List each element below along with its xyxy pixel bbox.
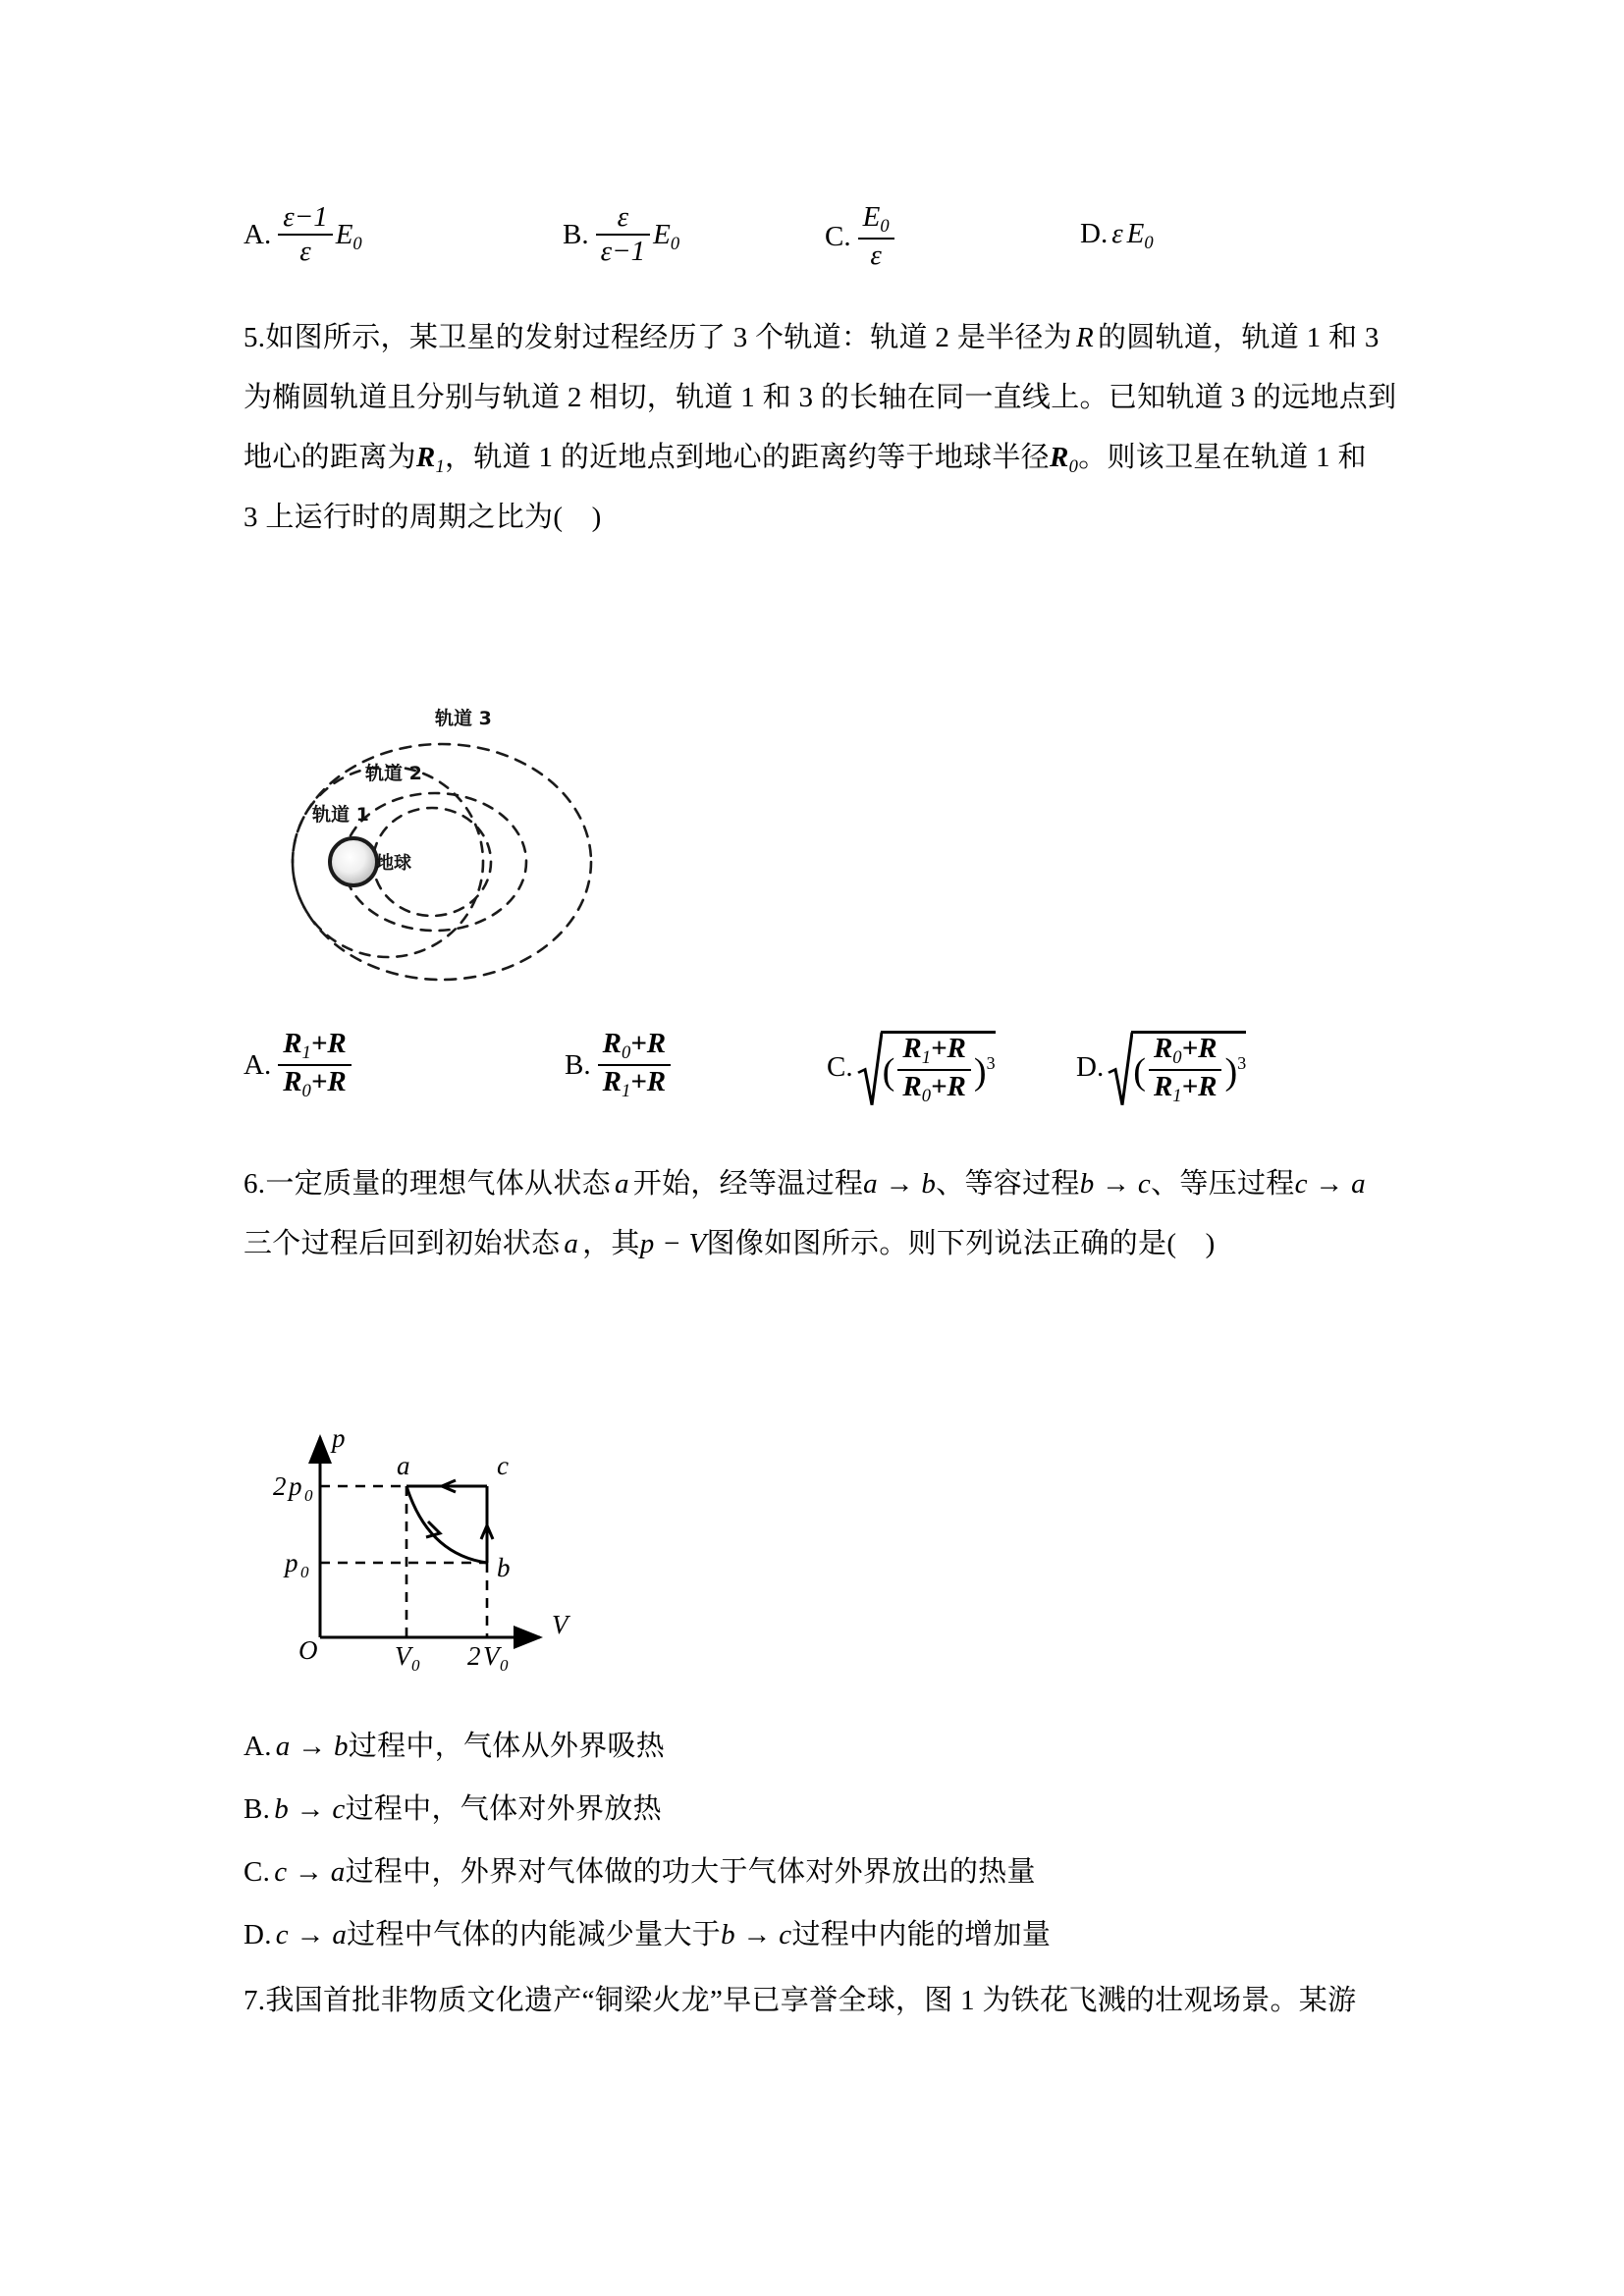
- denominator-symbol: R: [1153, 1070, 1173, 1102]
- fraction-numerator: [858, 202, 894, 240]
- svg-text:2: 2: [273, 1471, 287, 1501]
- fraction-denominator: ε: [299, 236, 311, 268]
- q5-option-c[interactable]: [827, 1031, 996, 1108]
- q6-option-d-process-1: c → a: [275, 1919, 348, 1950]
- pv-point-b-label: b: [497, 1553, 511, 1582]
- q6-option-d-process-2: b → c: [721, 1919, 792, 1950]
- q4-option-b-tail: E: [653, 218, 671, 250]
- q4-option-b-fraction: [596, 202, 651, 268]
- q5-option-c-power: 3: [986, 1052, 996, 1073]
- fraction-denominator: ε−1: [600, 236, 646, 268]
- fraction-denominator: [598, 1066, 672, 1101]
- fraction-numerator: [1149, 1034, 1222, 1071]
- q6-line2-part3: 图像如图所示。则下列说法正确的是( ): [706, 1228, 1216, 1259]
- q4-option-c-fraction: [858, 202, 894, 271]
- right-paren: ): [973, 1050, 987, 1093]
- q5-option-b-fraction: [598, 1029, 672, 1101]
- denominator-tail: +R: [310, 1065, 347, 1097]
- q6-option-d-text-1: 过程中气体的内能减少量大于: [347, 1919, 722, 1950]
- numerator-symbol: R: [902, 1033, 922, 1064]
- process-a-to-b: [406, 1486, 487, 1563]
- numerator-symbol: R: [1153, 1033, 1173, 1064]
- right-paren: ): [1224, 1050, 1238, 1093]
- q6-text-line-2: [244, 1230, 1402, 1258]
- pv-point-c-label: c: [497, 1451, 509, 1480]
- q5-line3-part3: 。则该卫星在轨道 1 和: [1078, 442, 1367, 473]
- q5-option-a-fraction: [278, 1029, 352, 1101]
- q5-option-b[interactable]: [565, 1028, 674, 1103]
- q6-option-d-label: D.: [244, 1919, 272, 1950]
- q5-line3-part1: 地心的距离为: [244, 442, 416, 473]
- radical-hook: [857, 1031, 883, 1108]
- pv-ytick-p0: [283, 1548, 309, 1581]
- q5-option-c-fraction: [897, 1034, 971, 1106]
- numerator-subscript: 1: [921, 1046, 931, 1068]
- fraction-numerator: ε−1: [278, 202, 333, 236]
- q5-text-line-1: [244, 324, 1402, 352]
- q5-option-c-radical: [857, 1031, 996, 1108]
- pv-point-a-label: a: [397, 1451, 410, 1480]
- fraction-numerator: ε: [596, 202, 651, 236]
- numerator-tail: +R: [310, 1028, 347, 1059]
- q6-line1-process-ca: c → a: [1294, 1168, 1366, 1200]
- q6-option-a-text: 过程中，气体从外界吸热: [348, 1731, 666, 1762]
- numerator-subscript: 1: [301, 1041, 311, 1063]
- q6-option-c-label: C.: [244, 1856, 271, 1888]
- fraction-numerator: [598, 1029, 672, 1066]
- q5-text-line-3: [244, 444, 1402, 477]
- q5-text-line-2: 为椭圆轨道且分别与轨道 2 相切，轨道 1 和 3 的长轴在同一直线上。已知轨道 3 的远地点到: [244, 382, 1397, 413]
- q5-option-d-fraction: [1149, 1034, 1222, 1106]
- q4-option-a[interactable]: [244, 201, 362, 270]
- denominator-symbol: R: [902, 1070, 922, 1102]
- q6-option-d-text-2: 过程中内能的增加量: [791, 1919, 1052, 1950]
- q4-option-d-label: D.: [1080, 218, 1109, 249]
- orbit-1-label: 轨道 1: [312, 804, 369, 826]
- q6-line1-part3: 、等容过程: [936, 1168, 1080, 1200]
- q5-option-a-label: A.: [244, 1048, 272, 1081]
- q5-line3-symbol-R1: R: [415, 442, 436, 473]
- fraction-denominator: [897, 1071, 971, 1106]
- q5-line1-symbol-R: R: [1075, 322, 1094, 353]
- left-paren: (: [1133, 1050, 1146, 1093]
- denominator-subscript: 0: [921, 1085, 931, 1106]
- q6-line1-state-a: a: [614, 1168, 629, 1200]
- fraction-numerator: [278, 1029, 352, 1066]
- q5-option-a[interactable]: [244, 1028, 354, 1103]
- q5-line1-part2: 的圆轨道，轨道 1 和 3: [1097, 322, 1380, 353]
- q4-option-d-epsilon: ε: [1111, 218, 1123, 249]
- orbit-2-label: 轨道 2: [365, 763, 422, 784]
- q4-option-c-label: C.: [825, 220, 851, 252]
- svg-text:p: p: [285, 1548, 298, 1577]
- q6-option-c-process: c → a: [274, 1856, 346, 1888]
- q6-option-a-label: A.: [244, 1731, 272, 1762]
- numerator-symbol: R: [602, 1028, 622, 1059]
- numerator-tail: +R: [630, 1028, 667, 1059]
- radical-hook: [1108, 1031, 1133, 1108]
- q4-option-b[interactable]: [563, 201, 680, 270]
- svg-text:2: 2: [467, 1641, 481, 1671]
- q5-line1-part1: 5.如图所示，某卫星的发射过程经历了 3 个轨道：轨道 2 是半径为: [244, 322, 1072, 353]
- svg-text:p: p: [289, 1471, 302, 1501]
- q6-text-line-1: [244, 1170, 1402, 1199]
- orbit-3-label: 轨道 3: [435, 708, 492, 729]
- pv-diagram-figure: [273, 1414, 597, 1688]
- numerator-tail: +R: [1181, 1033, 1218, 1064]
- left-paren: (: [882, 1050, 895, 1093]
- numerator-subscript: 0: [621, 1041, 631, 1063]
- pv-x-axis-label: V: [552, 1610, 568, 1639]
- q4-option-d-tail: E: [1126, 218, 1145, 249]
- pv-xtick-2V0: [467, 1641, 509, 1675]
- denominator-symbol: R: [283, 1065, 302, 1097]
- q5-option-c-label: C.: [827, 1051, 853, 1084]
- q6-line1-part4: 、等压过程: [1151, 1168, 1295, 1200]
- denominator-subscript: 1: [1172, 1085, 1182, 1106]
- q4-option-a-tail: E: [335, 218, 353, 250]
- q4-option-b-label: B.: [563, 218, 589, 250]
- svg-text:0: 0: [300, 1563, 309, 1581]
- q5-line3-symbol-R0: R: [1049, 442, 1069, 473]
- q4-option-a-fraction: [278, 202, 333, 268]
- q5-option-d-label: D.: [1076, 1051, 1105, 1084]
- pv-y-axis-label: p: [332, 1423, 346, 1453]
- svg-text:V: V: [483, 1641, 500, 1671]
- denominator-tail: +R: [1181, 1070, 1218, 1102]
- svg-text:V: V: [395, 1641, 411, 1671]
- q6-option-a[interactable]: [244, 1733, 1402, 1761]
- q5-option-b-label: B.: [565, 1048, 591, 1081]
- denominator-tail: +R: [930, 1070, 966, 1102]
- q4-option-a-tail-sub: 0: [352, 233, 362, 254]
- pv-origin-label: O: [298, 1635, 318, 1665]
- numerator-symbol: E: [862, 201, 881, 233]
- q6-option-c-text: 过程中，外界对气体做的功大于气体对外界放出的热量: [345, 1856, 1036, 1888]
- q5-line3-part2: ，轨道 1 的近地点到地心的距离约等于地球半径: [445, 442, 1050, 473]
- denominator-symbol: R: [602, 1065, 622, 1097]
- denominator-subscript: 1: [621, 1080, 631, 1101]
- q6-line1-part2: 开始，经等温过程: [632, 1168, 864, 1200]
- q5-option-d-power: 3: [1237, 1052, 1247, 1073]
- q6-option-b-text: 过程中，气体对外界放热: [345, 1793, 662, 1825]
- earth-label: 地球: [376, 853, 411, 874]
- q4-option-c[interactable]: [825, 201, 897, 273]
- satellite-orbits-figure: [245, 675, 658, 1009]
- fraction-denominator: [1149, 1071, 1222, 1106]
- q6-line1-process-ab: a → b: [863, 1168, 937, 1200]
- numerator-subscript: 0: [1172, 1046, 1182, 1068]
- q6-line2-state-a: a: [564, 1228, 579, 1259]
- fraction-denominator: [278, 1066, 352, 1101]
- numerator-subscript: 0: [880, 215, 890, 237]
- q6-option-b-process: b → c: [274, 1793, 346, 1825]
- q6-line2-pv-label: p − V: [639, 1228, 707, 1259]
- q6-line2-part2: ，其: [582, 1228, 640, 1259]
- q6-option-d[interactable]: [244, 1921, 1402, 1949]
- q6-option-c[interactable]: [244, 1858, 1402, 1887]
- q5-option-d-radical: [1108, 1031, 1246, 1108]
- q7-text-line-1: 7.我国首批非物质文化遗产“铜梁火龙”早已享誉全球，图 1 为铁花飞溅的壮观场景。某游: [244, 1985, 1357, 2016]
- q5-text-line-4: 3 上运行时的周期之比为( ): [244, 502, 602, 533]
- q6-option-a-process: a → b: [275, 1731, 349, 1762]
- q6-option-b-label: B.: [244, 1793, 271, 1825]
- q4-option-d[interactable]: [1080, 218, 1154, 254]
- numerator-tail: +R: [930, 1033, 966, 1064]
- q4-option-a-label: A.: [244, 218, 272, 250]
- pv-xtick-V0: [395, 1641, 420, 1675]
- q6-line2-part1: 三个过程后回到初始状态: [244, 1228, 561, 1259]
- earth-body: [330, 838, 377, 885]
- svg-text:0: 0: [304, 1486, 313, 1505]
- svg-text:0: 0: [500, 1656, 509, 1675]
- denominator-tail: +R: [630, 1065, 667, 1097]
- denominator-subscript: 0: [301, 1080, 311, 1101]
- q5-line3-symbol-R1-sub: 1: [435, 455, 446, 477]
- q4-option-b-tail-sub: 0: [670, 233, 680, 254]
- numerator-symbol: R: [283, 1028, 302, 1059]
- q5-line3-symbol-R0-sub: 0: [1068, 455, 1079, 477]
- fraction-numerator: [897, 1034, 971, 1071]
- pv-ytick-2p0: [273, 1471, 313, 1505]
- q6-line1-process-bc: b → c: [1079, 1168, 1152, 1200]
- svg-text:0: 0: [411, 1656, 420, 1675]
- fraction-denominator: ε: [870, 239, 882, 271]
- q4-option-d-tail-sub: 0: [1144, 232, 1154, 253]
- q5-option-d[interactable]: [1076, 1031, 1246, 1108]
- q6-line1-part1: 6.一定质量的理想气体从状态: [244, 1168, 611, 1200]
- q6-option-b[interactable]: [244, 1795, 1402, 1824]
